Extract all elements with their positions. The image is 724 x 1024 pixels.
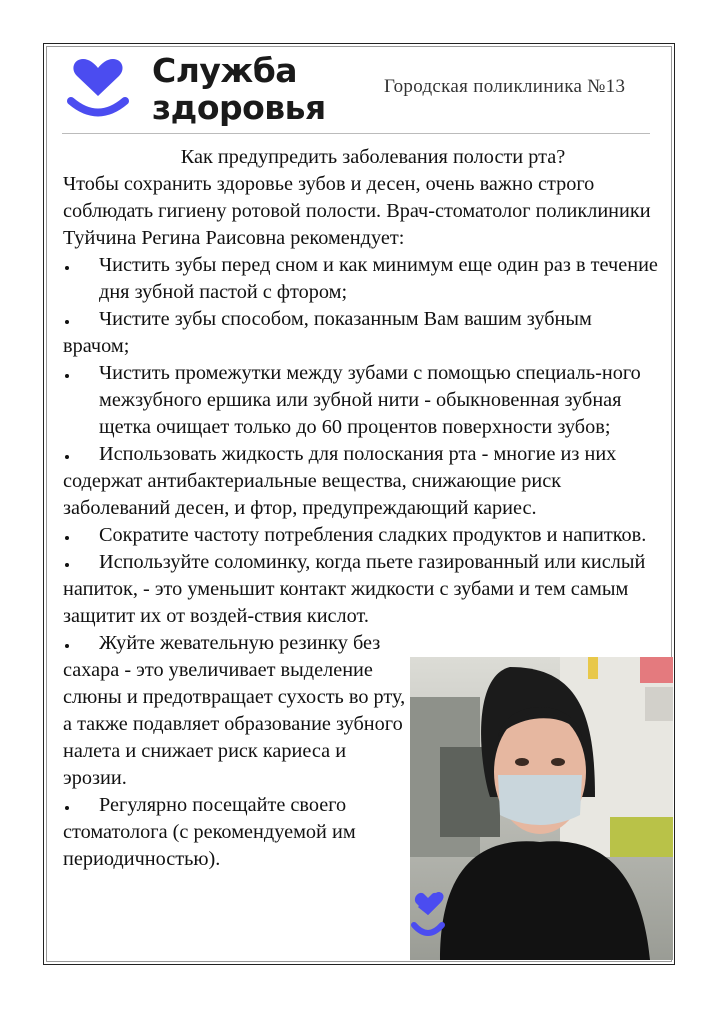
list-item: Регулярно посещайте своего стоматолога (с рекомендуемой им периодичностью). [63,792,408,873]
list-item: Чистить промежутки между зубами с помощью специаль-ного межзубного ершика или зубной нити - обыкновенная зубная щетка очищает только до 60 процентов поверхности зубов; [63,360,663,441]
brand-line-2: здоровья [152,88,326,127]
brand-line-1: Служба [152,51,298,90]
article-intro: Чтобы сохранить здоровье зубов и десен, очень важно строго соблюдать гигиену ротовой полости. Врач-стоматолог поликлиники Туйчина Регина Раисовна рекомендует: [63,173,651,249]
list-item: Чистите зубы способом, показанным Вам вашим зубным врачом; [63,306,663,360]
list-item: Сократите частоту потребления сладких продуктов и напитков. [63,522,663,549]
doctor-photo [410,657,673,960]
list-item: Использовать жидкость для полоскания рта - многие из них содержат антибактериальные вещества, снижающие риск заболеваний десен, и фтор, предупреждающий кариес. [63,441,663,522]
list-item: Используйте соломинку, когда пьете газированный или кислый напиток, - это уменьшит контакт жидкости с зубами и тем самым защитит их от воздей-ствия кислот. [63,549,663,630]
brand-name [152,52,326,126]
heart-smile-logo-icon [66,56,130,123]
list-item: Чистить зубы перед сном и как минимум еще один раз в течение дня зубной пастой с фтором; [63,252,663,306]
list-item: Жуйте жевательную резинку без сахара - это увеличивает выделение слюны и предотвращает сухость во рту, а также подавляет образование зубного налета и снижает риск кариеса и эрозии. [63,630,408,792]
article-title: Как предупредить заболевания полости рта? [180,146,566,168]
clinic-name: Городская поликлиника №13 [384,76,626,97]
header-divider [62,133,650,134]
